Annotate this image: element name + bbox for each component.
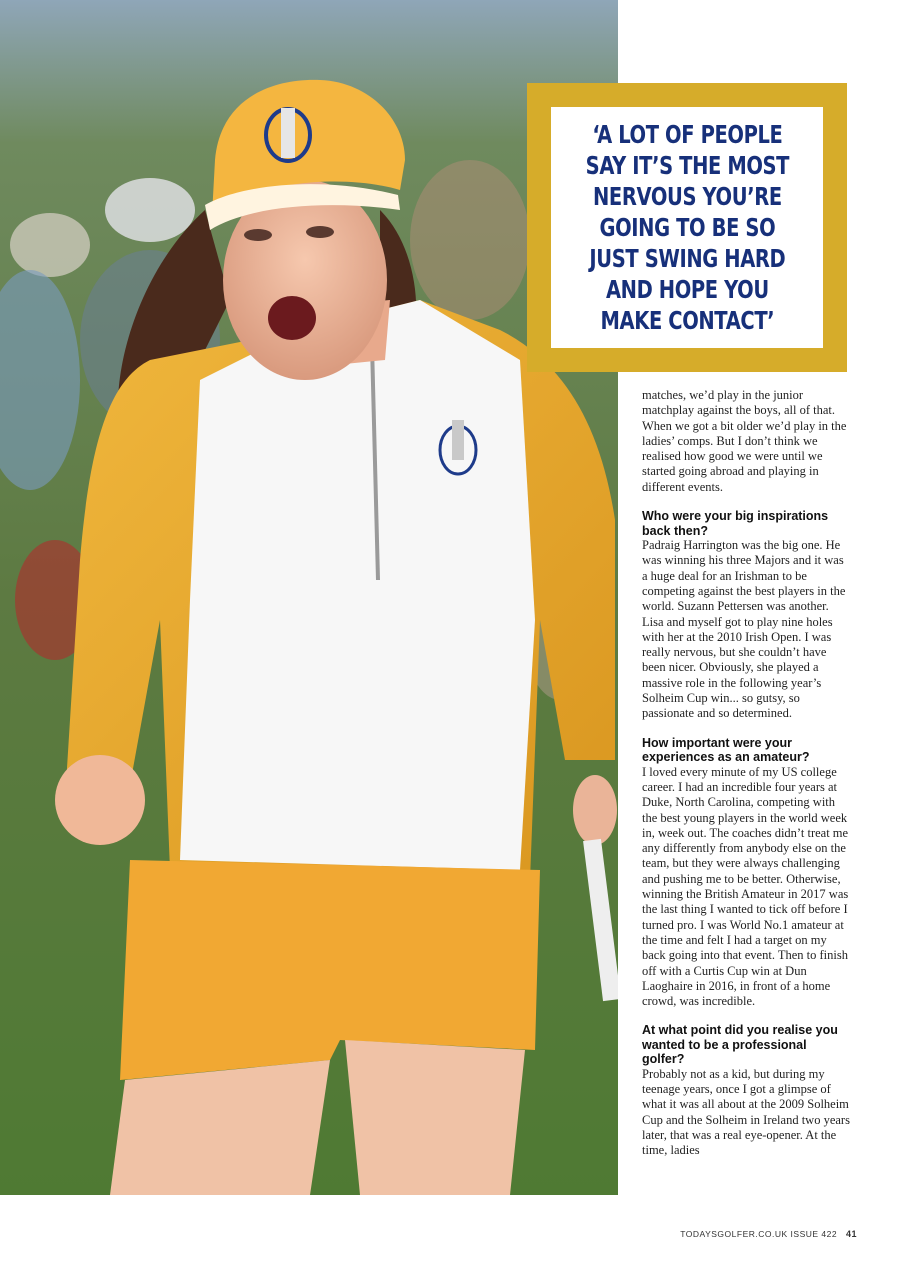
pull-quote-inner	[551, 107, 823, 348]
footer-issue: ISSUE 422	[790, 1229, 838, 1239]
page-number: 41	[845, 1229, 857, 1239]
question-heading: At what point did you realise you wanted to be a professional golfer?	[642, 1023, 838, 1067]
pull-quote-box	[527, 83, 847, 372]
pull-quote-text: ‘A LOT OF PEOPLE SAY IT’S THE MOST NERVOUS YOU’RE GOING TO BE SO JUST SWING HARD AND HOPE YOU MAKE CONTACT’	[585, 120, 789, 335]
article-intro: matches, we’d play in the junior matchplay against the boys, all of that. When we got a bit older we’d play in the ladies’ comps. But I don’t think we realised how good we were until we started going abroad and playing in different events.	[642, 388, 847, 494]
footer-site[interactable]: TODAYSGOLFER.CO.UK	[680, 1229, 788, 1239]
answer-paragraph: I loved every minute of my US college career. I had an incredible four years at Duke, North Carolina, competing with the best young players in the world week in, week out. The coaches didn’t treat me any differently from anybody else on the team, but they were always challenging and pushing me to be better. Otherwise, winning the British Amateur in 2017 was the last thing I wanted to tick off before I turned pro. I was World No.1 amateur at the time and felt I had a target on my back going into that event. Then to finish off with a Curtis Cup win at Dun Laoghaire in 2016, in front of a home crowd, was incredible.	[642, 764, 849, 1009]
answer-paragraph: Padraig Harrington was the big one. He was winning his three Majors and it was a huge deal for an Irishman to be competing against the best players in the world. Suzann Pettersen was another. Lisa and myself got to play nine holes with her at the 2010 Irish Open. I was really nervous, but she couldn’t have been nicer. Obviously, she played a massive role in the following year’s Solheim Cup win... so gutsy, so passionate and so determined.	[642, 538, 846, 721]
question-heading: How important were your experiences as an amateur?	[642, 735, 810, 765]
page-footer	[680, 1229, 857, 1239]
question-heading: Who were your big inspirations back then?	[642, 509, 829, 538]
answer-paragraph: Probably not as a kid, but during my teenage years, once I got a glimpse of what it was all about at the 2009 Solheim Cup and the Solheim in Ireland two years later, that was a real eye-opener. At the time, ladies	[642, 1066, 850, 1158]
article-body	[642, 388, 850, 1159]
